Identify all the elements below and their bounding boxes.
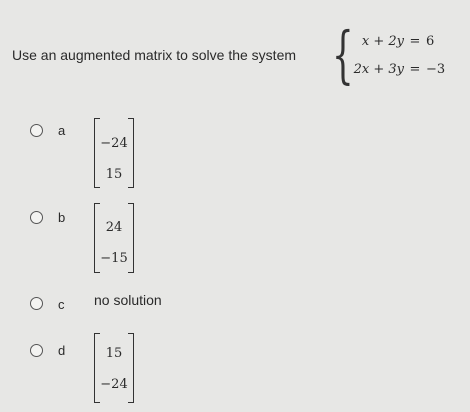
option-a-radio[interactable] <box>30 124 43 137</box>
equation-1-equals: = <box>409 34 421 49</box>
option-a-matrix-row-2: 15 <box>105 167 123 182</box>
equation-1 <box>348 34 456 49</box>
equation-2-lhs: 2x + 3y <box>353 62 404 77</box>
option-d-radio[interactable] <box>30 344 43 357</box>
equation-1-rhs: 6 <box>426 34 435 49</box>
equation-2-equals: = <box>409 62 421 77</box>
option-c-text: no solution <box>94 292 162 308</box>
option-d-matrix <box>94 333 134 403</box>
option-d-letter: d <box>58 343 66 358</box>
option-b[interactable] <box>30 205 330 265</box>
option-d[interactable] <box>30 339 330 399</box>
option-b-radio[interactable] <box>30 211 43 224</box>
option-b-matrix <box>94 203 134 273</box>
option-a[interactable] <box>30 118 330 182</box>
option-a-matrix <box>94 118 134 188</box>
equation-1-lhs: x + 2y <box>361 34 404 49</box>
option-a-letter: a <box>58 123 66 138</box>
system-brace: { <box>332 18 354 91</box>
option-c-letter: c <box>58 297 65 312</box>
option-a-matrix-row-1: −24 <box>100 136 128 151</box>
option-d-matrix-row-2: −24 <box>100 377 128 392</box>
option-b-matrix-row-2: −15 <box>100 251 128 266</box>
question <box>10 18 465 91</box>
option-b-letter: b <box>58 210 66 225</box>
equation-2 <box>348 62 456 77</box>
option-c-radio[interactable] <box>30 297 43 310</box>
option-d-matrix-row-1: 15 <box>105 346 123 361</box>
option-b-matrix-row-1: 24 <box>105 220 123 235</box>
question-prompt: Use an augmented matrix to solve the system <box>12 47 297 63</box>
equation-system <box>332 18 467 91</box>
equation-2-rhs: −3 <box>426 62 446 77</box>
